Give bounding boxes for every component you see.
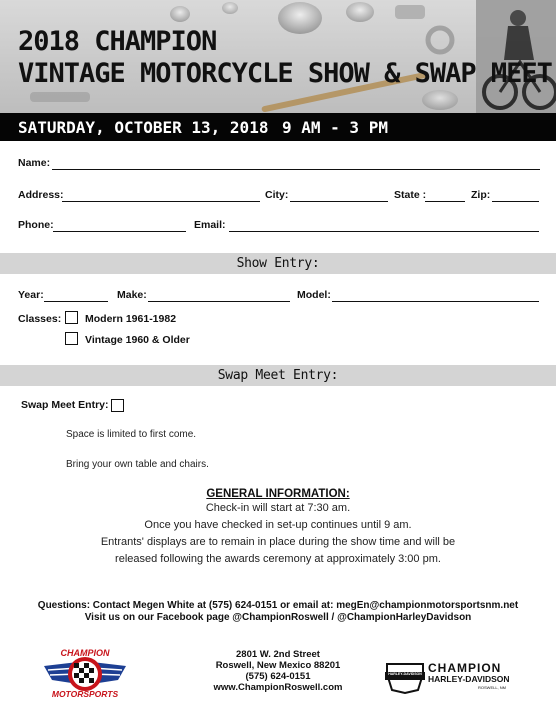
general-info-heading: GENERAL INFORMATION: [206,488,350,500]
year-label: Year: [18,289,44,301]
state-field[interactable] [425,201,465,202]
harley-shield-icon [384,658,426,694]
modern-class-checkbox[interactable] [65,311,78,324]
address-label: Address: [18,189,64,201]
event-title-line1: 2018 CHAMPION [18,26,217,57]
swap-meet-header [0,365,556,386]
zip-label: Zip: [471,189,491,201]
make-field[interactable] [148,301,290,302]
dealer-address-block [178,649,378,693]
show-entry-heading: Show Entry: [236,256,320,271]
swap-meet-entry-label: Swap Meet Entry: [21,399,109,411]
city-address: Roswell, New Mexico 88201 [215,660,341,671]
header-banner [0,0,556,113]
logo-motorsports-text: MOTORSPORTS [51,689,119,699]
champion-motorsports-logo [42,644,128,704]
vintage-class-label: Vintage 1960 & Older [85,334,190,346]
show-entry-header [0,253,556,274]
questions-line: Questions: Contact Megen White at (575) 624-0151 or email at: megEn@championmotorsportsnm.net [37,600,519,611]
dealer-website[interactable]: www.ChampionRoswell.com [213,682,343,693]
event-date: SATURDAY, OCTOBER 13, 2018 [18,118,269,137]
vintage-rider-photo [476,0,556,113]
event-time: 9 AM - 3 PM [282,118,388,137]
logo-right-harley: HARLEY-DAVIDSON [428,674,510,684]
zip-field[interactable] [492,201,539,202]
state-label: State : [394,189,427,201]
model-field[interactable] [332,301,539,302]
hd-badge-text: HARLEY-DAVIDSON [388,672,422,676]
vintage-class-checkbox[interactable] [65,332,78,345]
name-label: Name: [18,157,51,169]
model-label: Model: [297,289,331,301]
city-label: City: [265,189,289,201]
address-field[interactable] [62,201,260,202]
dealer-phone: (575) 624-0151 [245,671,311,682]
modern-class-label: Modern 1961-1982 [85,313,177,325]
swap-meet-checkbox[interactable] [111,399,124,412]
date-bar [0,113,556,141]
make-label: Make: [117,289,147,301]
name-field[interactable] [52,169,540,170]
swap-meet-heading: Swap Meet Entry: [217,368,339,383]
general-info-line2: Once you have checked in set-up continues until 9 am. [144,519,412,531]
facebook-line: Visit us on our Facebook page @ChampionRoswell / @ChampionHarleyDavidson [84,612,472,623]
year-field[interactable] [44,301,108,302]
email-field[interactable] [229,231,539,232]
logo-right-champion: CHAMPION [428,661,502,675]
logo-right-roswell: ROSWELL, NM [478,685,507,690]
phone-label: Phone: [18,219,54,231]
swap-note-space: Space is limited to first come. [66,429,197,440]
email-label: Email: [194,219,226,231]
swap-note-table: Bring your own table and chairs. [66,459,209,470]
event-title-line2: VINTAGE MOTORCYCLE SHOW & SWAP MEET [18,58,552,89]
city-field[interactable] [290,201,388,202]
street-address: 2801 W. 2nd Street [236,649,320,660]
logo-champion-text: CHAMPION [60,648,110,658]
phone-field[interactable] [53,231,186,232]
general-info-line4: released following the awards ceremony at approximately 3:00 pm. [115,553,441,565]
classes-label: Classes: [18,313,62,325]
general-info-line1: Check-in will start at 7:30 am. [205,502,351,514]
general-info-line3: Entrants' displays are to remain in place during the show time and will be [100,536,456,548]
champion-harley-logo [384,657,544,697]
